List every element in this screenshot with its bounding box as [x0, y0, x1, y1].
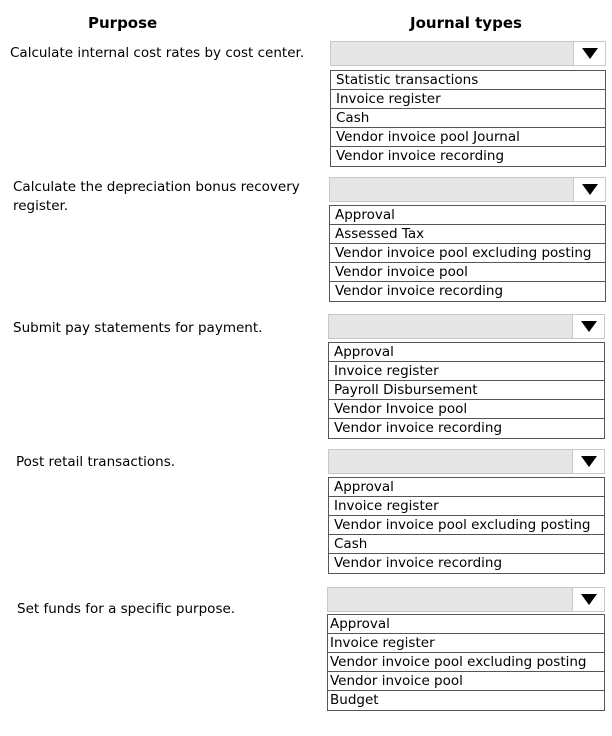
option-item[interactable]: Vendor invoice pool excluding posting — [330, 244, 605, 263]
option-item[interactable]: Approval — [329, 478, 604, 497]
chevron-down-icon — [581, 594, 597, 605]
dropdown-arrow-button[interactable] — [573, 42, 605, 65]
option-item[interactable]: Vendor invoice recording — [334, 420, 503, 436]
option-item[interactable]: Cash — [329, 535, 604, 554]
option-item[interactable]: Invoice register — [329, 362, 604, 381]
journal-type-dropdown-3[interactable] — [328, 314, 605, 339]
option-item[interactable]: Vendor Invoice pool — [329, 400, 604, 419]
dropdown-arrow-button[interactable] — [572, 588, 604, 611]
option-item[interactable]: Invoice register — [328, 634, 604, 653]
option-item[interactable]: Budget — [330, 692, 379, 708]
journal-type-options-5 — [327, 614, 605, 711]
option-item[interactable]: Invoice register — [329, 497, 604, 516]
option-item[interactable]: Vendor invoice recording — [335, 283, 504, 299]
option-item[interactable]: Approval — [329, 343, 604, 362]
option-item[interactable]: Invoice register — [331, 90, 605, 109]
purpose-header: Purpose — [88, 14, 158, 32]
option-item[interactable]: Vendor invoice pool excluding posting — [328, 653, 604, 672]
journal-type-dropdown-5[interactable] — [327, 587, 605, 612]
purpose-text-1: Calculate internal cost rates by cost center. — [10, 45, 305, 61]
chevron-down-icon — [581, 456, 597, 467]
option-item[interactable]: Cash — [331, 109, 605, 128]
dropdown-arrow-button[interactable] — [573, 178, 605, 201]
purpose-text-3: Submit pay statements for payment. — [13, 320, 263, 336]
option-item[interactable]: Vendor invoice pool — [330, 263, 605, 282]
journal-type-options-1 — [330, 70, 606, 167]
option-item[interactable]: Vendor invoice pool excluding posting — [329, 516, 604, 535]
journal-type-dropdown-4[interactable] — [328, 449, 605, 474]
journal-type-dropdown-2[interactable] — [329, 177, 606, 202]
option-item[interactable]: Statistic transactions — [331, 71, 605, 90]
option-item[interactable]: Vendor invoice recording — [336, 148, 505, 164]
option-item[interactable]: Approval — [328, 615, 604, 634]
chevron-down-icon — [581, 321, 597, 332]
option-item[interactable]: Vendor invoice recording — [334, 555, 503, 571]
dropdown-arrow-button[interactable] — [572, 450, 604, 473]
journal-type-options-3 — [328, 342, 605, 439]
dropdown-arrow-button[interactable] — [572, 315, 604, 338]
journal-type-dropdown-1[interactable] — [330, 41, 606, 66]
option-item[interactable]: Payroll Disbursement — [329, 381, 604, 400]
journal-type-options-2 — [329, 205, 606, 302]
option-item[interactable]: Vendor invoice pool — [328, 672, 604, 691]
option-item[interactable]: Vendor invoice pool Journal — [331, 128, 605, 147]
journal-type-options-4 — [328, 477, 605, 574]
option-item[interactable]: Assessed Tax — [330, 225, 605, 244]
purpose-text-2: Calculate the depreciation bonus recovery register. — [13, 179, 300, 214]
purpose-text-4: Post retail transactions. — [16, 454, 176, 470]
journal-types-header: Journal types — [410, 14, 522, 32]
purpose-text-5: Set funds for a specific purpose. — [17, 601, 236, 617]
chevron-down-icon — [582, 48, 598, 59]
option-item[interactable]: Approval — [330, 206, 605, 225]
chevron-down-icon — [582, 184, 598, 195]
